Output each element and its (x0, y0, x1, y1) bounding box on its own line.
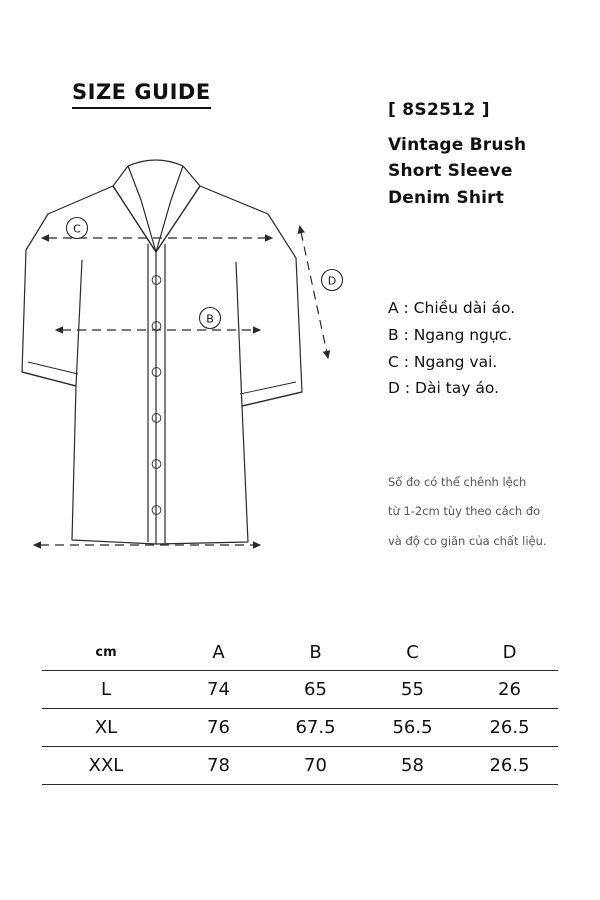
row-size-label: XL (94, 716, 118, 738)
row-size-label: XXL (88, 754, 124, 776)
row-value-d: 26.5 (489, 754, 530, 776)
product-info (388, 100, 588, 211)
table-row (42, 670, 558, 708)
right-sleeve-hem (242, 392, 302, 406)
left-sleeve-cuff-fold (28, 362, 78, 374)
size-table-body (42, 670, 558, 784)
row-size-label: L (100, 678, 112, 700)
legend-item-c: C : Ngang vai. (388, 352, 498, 371)
row-value-d: 26.5 (489, 716, 530, 738)
diagram-marker-d (322, 270, 343, 291)
collar-band (128, 160, 183, 166)
note-line-2: từ 1-2cm tùy theo cách đo (388, 504, 541, 519)
legend-item-b: B : Ngang ngực. (388, 325, 513, 344)
row-value-d: 26 (498, 678, 521, 700)
measurement-note (388, 468, 588, 556)
size-table-header (42, 636, 558, 670)
table-header-b: B (309, 642, 322, 664)
right-sleeve-cuff-fold (240, 382, 296, 394)
collar-right-fold (156, 166, 183, 252)
diagram-marker-c-label: C (73, 222, 81, 236)
left-sleeve-outline (22, 186, 113, 386)
shirt-diagram (10, 140, 370, 610)
collar-left-fold (128, 166, 156, 252)
row-value-b: 67.5 (295, 716, 336, 738)
diagram-marker-b-label: B (206, 312, 214, 326)
product-name-line-1: Vintage Brush (388, 135, 527, 155)
diagram-marker-c (67, 218, 88, 239)
collar-outline (113, 166, 200, 252)
measurement-legend (388, 295, 598, 402)
product-code: [ 8S2512 ] (388, 100, 490, 120)
body-left-outline (72, 252, 156, 544)
table-row (42, 708, 558, 746)
table-header-d: D (502, 642, 517, 664)
legend-item-d: D : Dài tay áo. (388, 379, 499, 398)
row-value-a: 76 (207, 716, 230, 738)
note-line-1: Số đo có thể chênh lệch (388, 475, 527, 489)
page-title: SIZE GUIDE (72, 80, 211, 109)
table-row (42, 746, 558, 784)
sleeve-measure-arrow (301, 232, 328, 358)
row-value-a: 74 (207, 678, 230, 700)
left-sleeve-hem (22, 372, 76, 386)
diagram-marker-b (200, 308, 221, 329)
diagram-marker-d-label: D (327, 274, 337, 288)
product-name-line-2: Short Sleeve (388, 161, 513, 182)
row-value-c: 55 (401, 678, 424, 700)
placket-top (113, 186, 200, 252)
row-value-c: 56.5 (392, 716, 433, 738)
body-right-outline (156, 406, 248, 544)
table-header-a: A (212, 642, 225, 664)
table-header-c: C (406, 642, 419, 664)
note-line-3: và độ co giãn của chất liệu. (388, 533, 547, 548)
right-sleeve-outline (200, 186, 302, 406)
row-value-b: 65 (304, 678, 327, 700)
table-header-row (42, 636, 558, 670)
row-value-c: 58 (401, 754, 424, 776)
row-value-a: 78 (207, 754, 230, 776)
size-table (42, 636, 558, 785)
row-value-b: 70 (304, 754, 327, 776)
table-header-unit: cm (95, 645, 117, 661)
legend-item-a: A : Chiều dài áo. (388, 299, 516, 317)
product-name-line-3: Denim Shirt (388, 187, 505, 208)
